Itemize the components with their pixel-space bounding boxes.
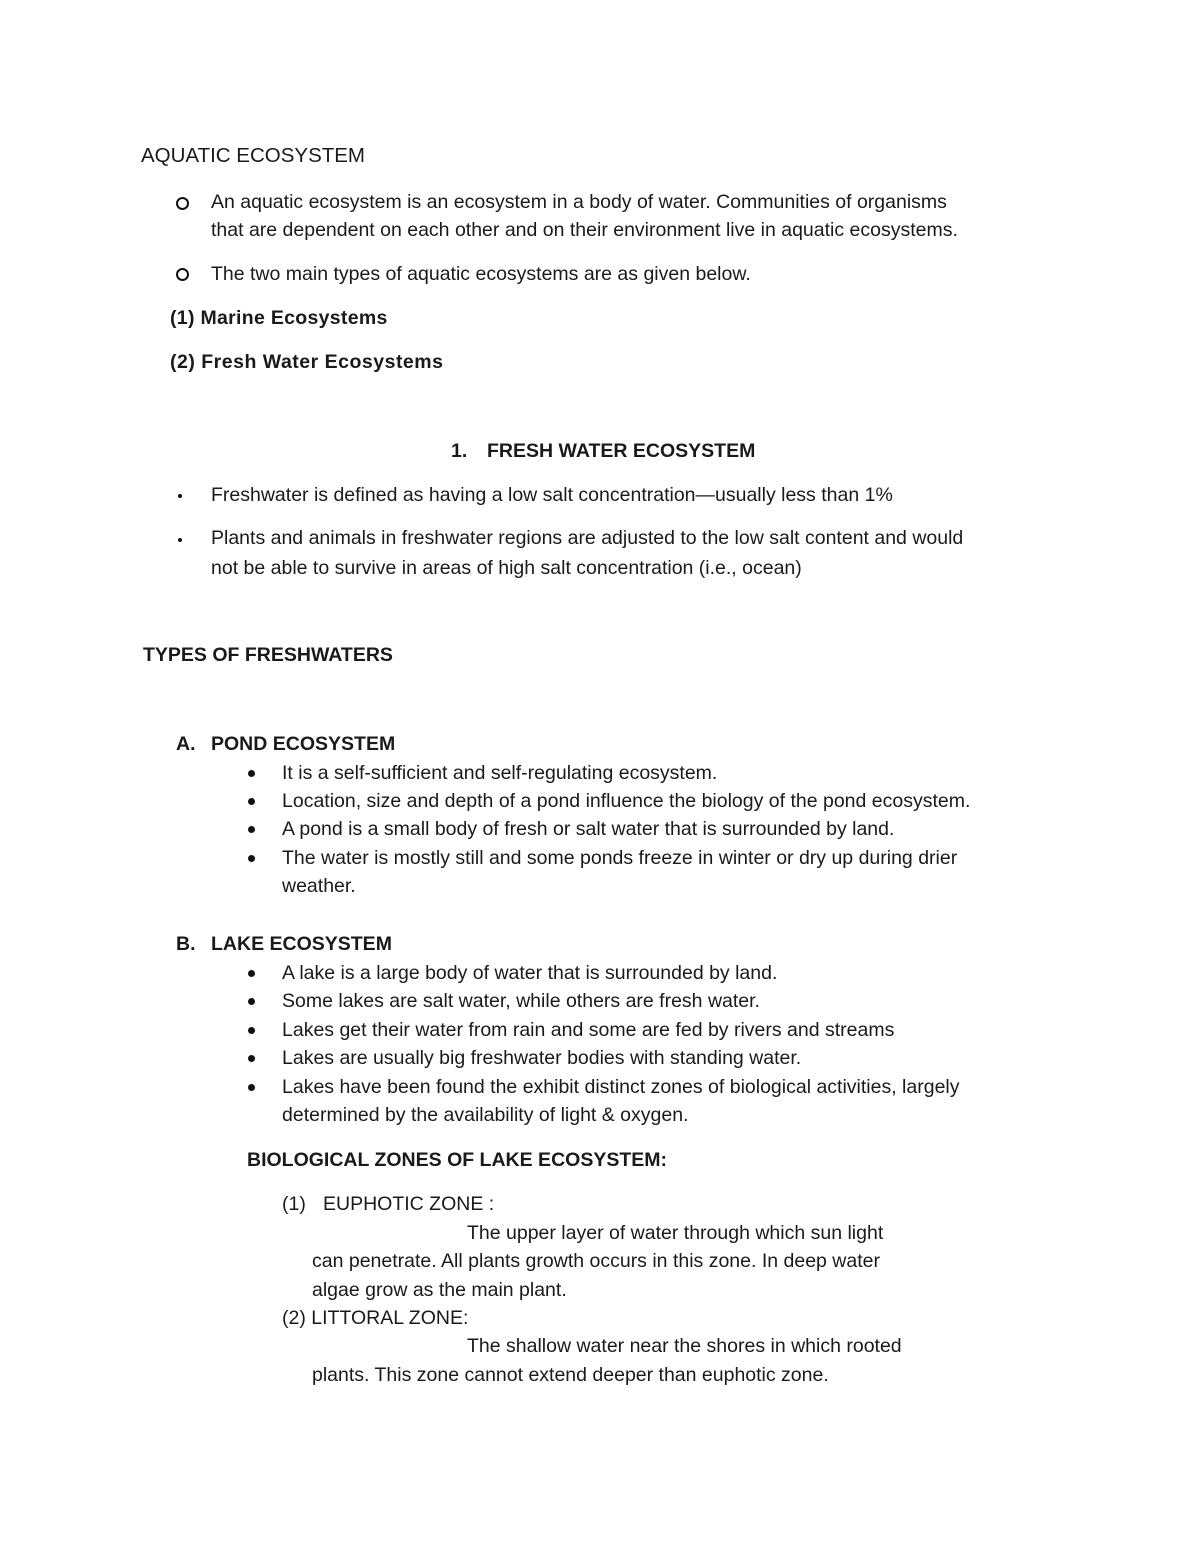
bullet-icon <box>178 494 182 498</box>
bullet-icon <box>248 1055 255 1062</box>
intro-item-1-line-1: An aquatic ecosystem is an ecosystem in a body of water. Communities of organisms <box>211 191 947 213</box>
pond-item: A pond is a small body of fresh or salt water that is surrounded by land. <box>282 818 895 840</box>
document-title: AQUATIC ECOSYSTEM <box>141 144 366 167</box>
zone-1-text-line-3: algae grow as the main plant. <box>312 1279 567 1301</box>
type-fresh-water: (2) Fresh Water Ecosystems <box>170 351 444 373</box>
bullet-icon <box>248 798 255 805</box>
bullet-icon <box>248 826 255 833</box>
lake-heading: LAKE ECOSYSTEM <box>211 933 392 955</box>
pond-item: The water is mostly still and some ponds freeze in winter or dry up during drier <box>282 847 958 869</box>
pond-item: It is a self-sufficient and self-regulating ecosystem. <box>282 762 718 784</box>
zone-1-number: (1) <box>282 1193 306 1215</box>
fresh-water-heading: FRESH WATER ECOSYSTEM <box>487 440 756 462</box>
fresh-bullet-2-line-1: Plants and animals in freshwater regions are adjusted to the low salt content and would <box>211 527 964 549</box>
fresh-bullet-2-line-2: not be able to survive in areas of high salt concentration (i.e., ocean) <box>211 557 802 579</box>
circle-bullet-icon <box>176 197 189 210</box>
bullet-icon <box>248 1084 255 1091</box>
types-heading: TYPES OF FRESHWATERS <box>143 644 393 666</box>
bullet-icon <box>248 770 255 777</box>
zone-2-title: (2) LITTORAL ZONE: <box>282 1307 469 1329</box>
type-marine: (1) Marine Ecosystems <box>170 307 388 329</box>
pond-heading: POND ECOSYSTEM <box>211 733 396 755</box>
lake-item: Some lakes are salt water, while others are fresh water. <box>282 990 760 1012</box>
lake-item: Lakes are usually big freshwater bodies with standing water. <box>282 1047 802 1069</box>
lake-letter: B. <box>176 933 196 955</box>
zone-1-text-line-1: The upper layer of water through which sun light <box>467 1222 884 1244</box>
circle-bullet-icon <box>176 268 189 281</box>
intro-item-2: The two main types of aquatic ecosystems are as given below. <box>211 263 751 285</box>
lake-item: Lakes have been found the exhibit distinct zones of biological activities, largely <box>282 1076 960 1098</box>
lake-item-continuation: determined by the availability of light & oxygen. <box>282 1104 689 1126</box>
biological-zones-heading: BIOLOGICAL ZONES OF LAKE ECOSYSTEM: <box>247 1149 667 1171</box>
bullet-icon <box>248 855 255 862</box>
pond-item: Location, size and depth of a pond influence the biology of the pond ecosystem. <box>282 790 971 812</box>
zone-1-text-line-2: can penetrate. All plants growth occurs in this zone. In deep water <box>312 1250 880 1272</box>
zone-1-title: EUPHOTIC ZONE : <box>323 1193 495 1215</box>
lake-item: Lakes get their water from rain and some are fed by rivers and streams <box>282 1019 895 1041</box>
pond-item-continuation: weather. <box>282 875 356 897</box>
bullet-icon <box>248 998 255 1005</box>
intro-item-1-line-2: that are dependent on each other and on their environment live in aquatic ecosystems. <box>211 219 958 241</box>
zone-2-text-line-1: The shallow water near the shores in which rooted <box>467 1335 902 1357</box>
bullet-icon <box>248 1027 255 1034</box>
lake-item: A lake is a large body of water that is surrounded by land. <box>282 962 778 984</box>
bullet-icon <box>248 970 255 977</box>
zone-2-text-line-2: plants. This zone cannot extend deeper than euphotic zone. <box>312 1364 829 1386</box>
pond-letter: A. <box>176 733 196 755</box>
section-number: 1. <box>451 440 468 462</box>
fresh-bullet-1: Freshwater is defined as having a low salt concentration—usually less than 1% <box>211 484 893 506</box>
bullet-icon <box>178 538 182 542</box>
